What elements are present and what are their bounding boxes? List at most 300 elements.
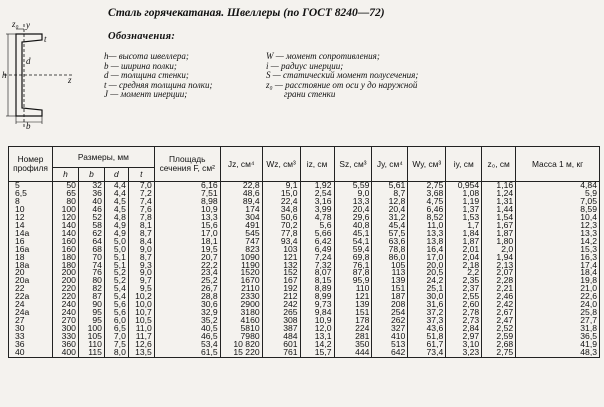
cell-z0: 1,87	[482, 230, 516, 238]
cell-iz: 6,42	[300, 238, 334, 246]
cell-wy: 37,2	[408, 309, 446, 317]
cell-area: 46,5	[154, 333, 220, 341]
header-d: d	[104, 168, 128, 182]
cell-jz: 48,6	[220, 190, 262, 198]
cell-sz: 20,4	[334, 206, 372, 214]
cell-iz: 1,92	[300, 182, 334, 190]
cell-h: 330	[52, 333, 78, 341]
cell-iy: 1,19	[446, 198, 482, 206]
cell-h: 270	[52, 317, 78, 325]
cell-wz: 22,4	[262, 198, 300, 206]
cell-mass: 8,59	[516, 206, 600, 214]
cell-h: 200	[52, 277, 78, 285]
cell-t: 11,7	[128, 333, 154, 341]
cell-jy: 113	[372, 269, 408, 277]
cell-iy: 2,60	[446, 301, 482, 309]
cell-b: 115	[78, 349, 104, 357]
cell-mass: 5,9	[516, 190, 600, 198]
cell-iz: 15,7	[300, 349, 334, 357]
cell-iy: 2,78	[446, 309, 482, 317]
cell-mass: 12,3	[516, 222, 600, 230]
cell-jz: 15 220	[220, 349, 262, 357]
cell-wy: 2,75	[408, 182, 446, 190]
cell-wy: 4,75	[408, 198, 446, 206]
cell-area: 8,98	[154, 198, 220, 206]
cell-wz: 93,4	[262, 238, 300, 246]
cell-area: 23,4	[154, 269, 220, 277]
cell-t: 8,4	[128, 238, 154, 246]
cell-sz: 76,1	[334, 262, 372, 270]
cell-iy: 2,18	[446, 262, 482, 270]
cell-wz: 387	[262, 325, 300, 333]
cell-jz: 304	[220, 214, 262, 222]
cell-h: 220	[52, 285, 78, 293]
document-header	[0, 0, 604, 140]
cell-h: 180	[52, 262, 78, 270]
cell-iy: 3,23	[446, 349, 482, 357]
cell-mass: 48,3	[516, 349, 600, 357]
cell-h: 140	[52, 222, 78, 230]
cell-mass: 14,2	[516, 238, 600, 246]
cell-z0: 1,80	[482, 238, 516, 246]
cell-wz: 601	[262, 341, 300, 349]
cell-z0: 2,13	[482, 262, 516, 270]
cell-z0: 1,94	[482, 254, 516, 262]
cell-iz: 8,89	[300, 285, 334, 293]
cell-number: 8	[9, 198, 53, 206]
cell-area: 20,7	[154, 254, 220, 262]
cell-z0: 1,67	[482, 222, 516, 230]
cell-wz: 121	[262, 254, 300, 262]
cell-b: 82	[78, 285, 104, 293]
cell-number: 16	[9, 238, 53, 246]
cell-h: 160	[52, 238, 78, 246]
cell-b: 62	[78, 230, 104, 238]
cell-t: 9,0	[128, 269, 154, 277]
header-sizes: Размеры, мм	[52, 147, 154, 168]
cell-number: 24	[9, 301, 53, 309]
cell-mass: 10,4	[516, 214, 600, 222]
cell-t: 13,5	[128, 349, 154, 357]
cell-z0: 1,31	[482, 198, 516, 206]
cell-iy: 2,35	[446, 277, 482, 285]
cell-d: 5,1	[104, 254, 128, 262]
cell-number: 33	[9, 333, 53, 341]
cell-d: 4,8	[104, 214, 128, 222]
legend-item: W — момент сопротивления;	[266, 51, 380, 61]
cell-mass: 17,4	[516, 262, 600, 270]
cell-jy: 45,4	[372, 222, 408, 230]
cell-wy: 8,52	[408, 214, 446, 222]
cell-wz: 77,8	[262, 230, 300, 238]
diagram-label-y-top: y	[26, 20, 30, 30]
cell-sz: 444	[334, 349, 372, 357]
cell-iz: 5,6	[300, 222, 334, 230]
cell-mass: 19,8	[516, 277, 600, 285]
cell-number: 16а	[9, 246, 53, 254]
cell-number: 5	[9, 182, 53, 190]
cell-mass: 15,3	[516, 246, 600, 254]
cell-jy: 20,4	[372, 206, 408, 214]
legend-right	[266, 52, 506, 100]
cell-wy: 30,0	[408, 293, 446, 301]
cell-t: 10,7	[128, 309, 154, 317]
cell-t: 7,0	[128, 182, 154, 190]
cell-d: 5,0	[104, 246, 128, 254]
cell-mass: 21,0	[516, 285, 600, 293]
cell-wy: 6,46	[408, 206, 446, 214]
cell-jz: 22,8	[220, 182, 262, 190]
cell-iy: 0,954	[446, 182, 482, 190]
cell-number: 27	[9, 317, 53, 325]
cell-h: 65	[52, 190, 78, 198]
cell-wz: 15,0	[262, 190, 300, 198]
cell-d: 4,4	[104, 182, 128, 190]
cell-area: 25,2	[154, 277, 220, 285]
diagram-label-z: z	[68, 75, 72, 85]
page-title: Сталь горячекатаная. Швеллеры (по ГОСТ 8240—72)	[108, 7, 385, 19]
cell-h: 240	[52, 309, 78, 317]
cell-t: 9,5	[128, 285, 154, 293]
cell-iz: 6,49	[300, 246, 334, 254]
cell-iz: 13,1	[300, 333, 334, 341]
cell-z0: 2,67	[482, 309, 516, 317]
cell-wy: 24,2	[408, 277, 446, 285]
header-jz: Jz, см⁴	[220, 147, 262, 182]
cell-iz: 7,24	[300, 254, 334, 262]
cell-b: 36	[78, 190, 104, 198]
cell-iz: 3,99	[300, 206, 334, 214]
cell-jz: 7980	[220, 333, 262, 341]
cell-number: 12	[9, 214, 53, 222]
legend-heading: Обозначения:	[108, 31, 176, 42]
cell-z0: 2,75	[482, 349, 516, 357]
cell-sz: 9,0	[334, 190, 372, 198]
cell-t: 7,8	[128, 214, 154, 222]
cell-jy: 327	[372, 325, 408, 333]
cell-wy: 37,3	[408, 317, 446, 325]
cell-iy: 2,97	[446, 333, 482, 341]
header-t: t	[128, 168, 154, 182]
cell-area: 18,1	[154, 238, 220, 246]
cell-sz: 224	[334, 325, 372, 333]
cell-t: 8,1	[128, 222, 154, 230]
cell-sz: 178	[334, 317, 372, 325]
cell-wz: 132	[262, 262, 300, 270]
cell-wy: 17,0	[408, 254, 446, 262]
cell-z0: 1,54	[482, 214, 516, 222]
cell-z0: 2,21	[482, 285, 516, 293]
cell-area: 17,0	[154, 230, 220, 238]
cell-z0: 2,59	[482, 333, 516, 341]
cell-jy: 57,5	[372, 230, 408, 238]
cell-sz: 45,1	[334, 230, 372, 238]
legend-item: b — ширина полки;	[104, 60, 177, 71]
cell-number: 22	[9, 285, 53, 293]
cell-z0: 2,07	[482, 269, 516, 277]
cell-b: 100	[78, 325, 104, 333]
cell-t: 10,5	[128, 317, 154, 325]
cell-wy: 43,6	[408, 325, 446, 333]
cell-t: 9,0	[128, 246, 154, 254]
cell-z0: 2,47	[482, 317, 516, 325]
cell-d: 5,1	[104, 262, 128, 270]
cell-z0: 2,42	[482, 301, 516, 309]
cell-jz: 1190	[220, 262, 262, 270]
cell-t: 9,7	[128, 277, 154, 285]
cell-wz: 152	[262, 269, 300, 277]
cell-wz: 167	[262, 277, 300, 285]
cell-b: 80	[78, 277, 104, 285]
cell-sz: 95,9	[334, 277, 372, 285]
cell-d: 4,5	[104, 198, 128, 206]
cell-b: 105	[78, 333, 104, 341]
channel-section-diagram	[2, 20, 102, 130]
cell-h: 100	[52, 206, 78, 214]
cell-jy: 139	[372, 277, 408, 285]
cell-jy: 12,8	[372, 198, 408, 206]
cell-wy: 73,4	[408, 349, 446, 357]
cell-iz: 8,99	[300, 293, 334, 301]
legend-item: S — статический момент полусечения;	[266, 70, 419, 81]
cell-b: 52	[78, 214, 104, 222]
cell-iy: 2,84	[446, 325, 482, 333]
cell-z0: 2,46	[482, 293, 516, 301]
cell-sz: 121	[334, 293, 372, 301]
cell-wy: 31,6	[408, 301, 446, 309]
cell-b: 70	[78, 254, 104, 262]
cell-z0: 1,44	[482, 206, 516, 214]
cell-d: 4,4	[104, 190, 128, 198]
cell-wy: 13,3	[408, 230, 446, 238]
cell-area: 6,16	[154, 182, 220, 190]
cell-jz: 1670	[220, 277, 262, 285]
cell-d: 8,0	[104, 349, 128, 357]
cell-d: 6,5	[104, 325, 128, 333]
cell-d: 5,6	[104, 309, 128, 317]
cell-d: 4,5	[104, 206, 128, 214]
cell-wy: 16,4	[408, 246, 446, 254]
cell-number: 14а	[9, 230, 53, 238]
cell-iz: 12,0	[300, 325, 334, 333]
cell-wz: 9,1	[262, 182, 300, 190]
header-z0: z₀, см	[482, 147, 516, 182]
cell-b: 46	[78, 206, 104, 214]
cell-t: 7,2	[128, 190, 154, 198]
cell-jy: 63,6	[372, 238, 408, 246]
cell-z0: 1,24	[482, 190, 516, 198]
cell-sz: 29,6	[334, 214, 372, 222]
cell-d: 4,9	[104, 222, 128, 230]
cell-iz: 10,9	[300, 317, 334, 325]
cell-mass: 18,4	[516, 269, 600, 277]
cell-mass: 22,6	[516, 293, 600, 301]
cell-jz: 10 820	[220, 341, 262, 349]
cell-t: 10,2	[128, 293, 154, 301]
cell-area: 19,5	[154, 246, 220, 254]
cell-number: 20а	[9, 277, 53, 285]
cell-jy: 8,7	[372, 190, 408, 198]
cell-iz: 9,84	[300, 309, 334, 317]
cell-wz: 484	[262, 333, 300, 341]
header-wz: Wz, см³	[262, 147, 300, 182]
cell-h: 200	[52, 269, 78, 277]
cell-h: 400	[52, 349, 78, 357]
channel-properties-table	[8, 146, 600, 358]
cell-jz: 2110	[220, 285, 262, 293]
cell-jy: 78,8	[372, 246, 408, 254]
cell-mass: 36,5	[516, 333, 600, 341]
cell-sz: 59,4	[334, 246, 372, 254]
cell-number: 10	[9, 206, 53, 214]
cell-area: 15,6	[154, 222, 220, 230]
cell-sz: 87,8	[334, 269, 372, 277]
cell-jz: 491	[220, 222, 262, 230]
cell-h: 160	[52, 246, 78, 254]
cell-area: 30,6	[154, 301, 220, 309]
cell-wz: 308	[262, 317, 300, 325]
cell-wy: 61,7	[408, 341, 446, 349]
cell-iy: 1,53	[446, 214, 482, 222]
header-b: b	[78, 168, 104, 182]
cell-mass: 16,3	[516, 254, 600, 262]
cell-mass: 25,8	[516, 309, 600, 317]
diagram-label-z0: z₀	[12, 20, 19, 29]
table-body	[9, 182, 600, 358]
cell-b: 32	[78, 182, 104, 190]
cell-number: 30	[9, 325, 53, 333]
cell-wz: 192	[262, 285, 300, 293]
legend-item: t — средняя толщина полки;	[104, 79, 213, 90]
cell-iy: 1,08	[446, 190, 482, 198]
cell-iy: 2,2	[446, 269, 482, 277]
cell-h: 180	[52, 254, 78, 262]
cell-sz: 151	[334, 309, 372, 317]
cell-number: 6,5	[9, 190, 53, 198]
cell-jy: 410	[372, 333, 408, 341]
cell-number: 40	[9, 349, 53, 357]
cell-wy: 20,0	[408, 262, 446, 270]
cell-sz: 5,59	[334, 182, 372, 190]
cell-wz: 103	[262, 246, 300, 254]
cell-area: 7,51	[154, 190, 220, 198]
cell-h: 300	[52, 325, 78, 333]
cell-h: 140	[52, 230, 78, 238]
cell-area: 40,5	[154, 325, 220, 333]
cell-iz: 2,54	[300, 190, 334, 198]
cell-mass: 4,84	[516, 182, 600, 190]
cell-h: 240	[52, 301, 78, 309]
cell-iy: 2,04	[446, 254, 482, 262]
cell-iz: 4,78	[300, 214, 334, 222]
cell-number: 20	[9, 269, 53, 277]
cell-z0: 1,16	[482, 182, 516, 190]
diagram-label-b: b	[26, 121, 31, 130]
cell-d: 5,6	[104, 301, 128, 309]
cell-b: 76	[78, 269, 104, 277]
cell-d: 5,0	[104, 238, 128, 246]
cell-jy: 642	[372, 349, 408, 357]
cell-number: 22а	[9, 293, 53, 301]
cell-number: 24а	[9, 309, 53, 317]
cell-mass: 7,05	[516, 198, 600, 206]
cell-h: 80	[52, 198, 78, 206]
cell-area: 22,2	[154, 262, 220, 270]
diagram-label-d: d	[26, 56, 31, 66]
cell-iz: 7,32	[300, 262, 334, 270]
legend-item: h— высота швеллера;	[104, 51, 189, 61]
cell-jz: 1520	[220, 269, 262, 277]
table-row	[9, 349, 600, 357]
cell-t: 8,7	[128, 230, 154, 238]
cell-b: 40	[78, 198, 104, 206]
cell-d: 5,4	[104, 293, 128, 301]
cell-b: 58	[78, 222, 104, 230]
cell-sz: 350	[334, 341, 372, 349]
cell-number: 14	[9, 222, 53, 230]
cell-jz: 3180	[220, 309, 262, 317]
cell-t: 8,7	[128, 254, 154, 262]
legend-item: грани стенки	[284, 89, 336, 100]
cell-jz: 2900	[220, 301, 262, 309]
header-iy: iy, см	[446, 147, 482, 182]
cell-mass: 24,0	[516, 301, 600, 309]
cell-area: 10,9	[154, 206, 220, 214]
cell-sz: 110	[334, 285, 372, 293]
cell-jy: 262	[372, 317, 408, 325]
cell-sz: 69,8	[334, 254, 372, 262]
cell-iz: 3,16	[300, 198, 334, 206]
cell-wy: 20,5	[408, 269, 446, 277]
cell-mass: 27,7	[516, 317, 600, 325]
header-iz: iz, см	[300, 147, 334, 182]
cell-wz: 34,8	[262, 206, 300, 214]
legend-item: z₀ — расстояние от оси y до наружной	[266, 79, 418, 90]
cell-jy: 5,61	[372, 182, 408, 190]
cell-iy: 2,73	[446, 317, 482, 325]
cell-b: 90	[78, 301, 104, 309]
cell-d: 7,5	[104, 341, 128, 349]
cell-d: 5,4	[104, 285, 128, 293]
header-mass: Масса 1 м, кг	[516, 147, 600, 182]
cell-jz: 2330	[220, 293, 262, 301]
cell-sz: 281	[334, 333, 372, 341]
cell-mass: 13,3	[516, 230, 600, 238]
cell-jy: 151	[372, 285, 408, 293]
legend-item: i — радиус инерции;	[266, 60, 344, 71]
cell-wy: 25,1	[408, 285, 446, 293]
cell-t: 10,0	[128, 301, 154, 309]
cell-iz: 8,07	[300, 269, 334, 277]
cell-z0: 2,52	[482, 325, 516, 333]
cell-area: 13,3	[154, 214, 220, 222]
cell-area: 53,4	[154, 341, 220, 349]
cell-h: 360	[52, 341, 78, 349]
cell-wz: 70,2	[262, 222, 300, 230]
cell-b: 64	[78, 238, 104, 246]
cell-b: 74	[78, 262, 104, 270]
cell-number: 36	[9, 341, 53, 349]
cell-wz: 50,6	[262, 214, 300, 222]
cell-jz: 5810	[220, 325, 262, 333]
cell-wz: 761	[262, 349, 300, 357]
cell-t: 9,3	[128, 262, 154, 270]
cell-wz: 212	[262, 293, 300, 301]
cell-b: 68	[78, 246, 104, 254]
cell-t: 7,6	[128, 206, 154, 214]
cell-jy: 86,0	[372, 254, 408, 262]
cell-iz: 8,15	[300, 277, 334, 285]
